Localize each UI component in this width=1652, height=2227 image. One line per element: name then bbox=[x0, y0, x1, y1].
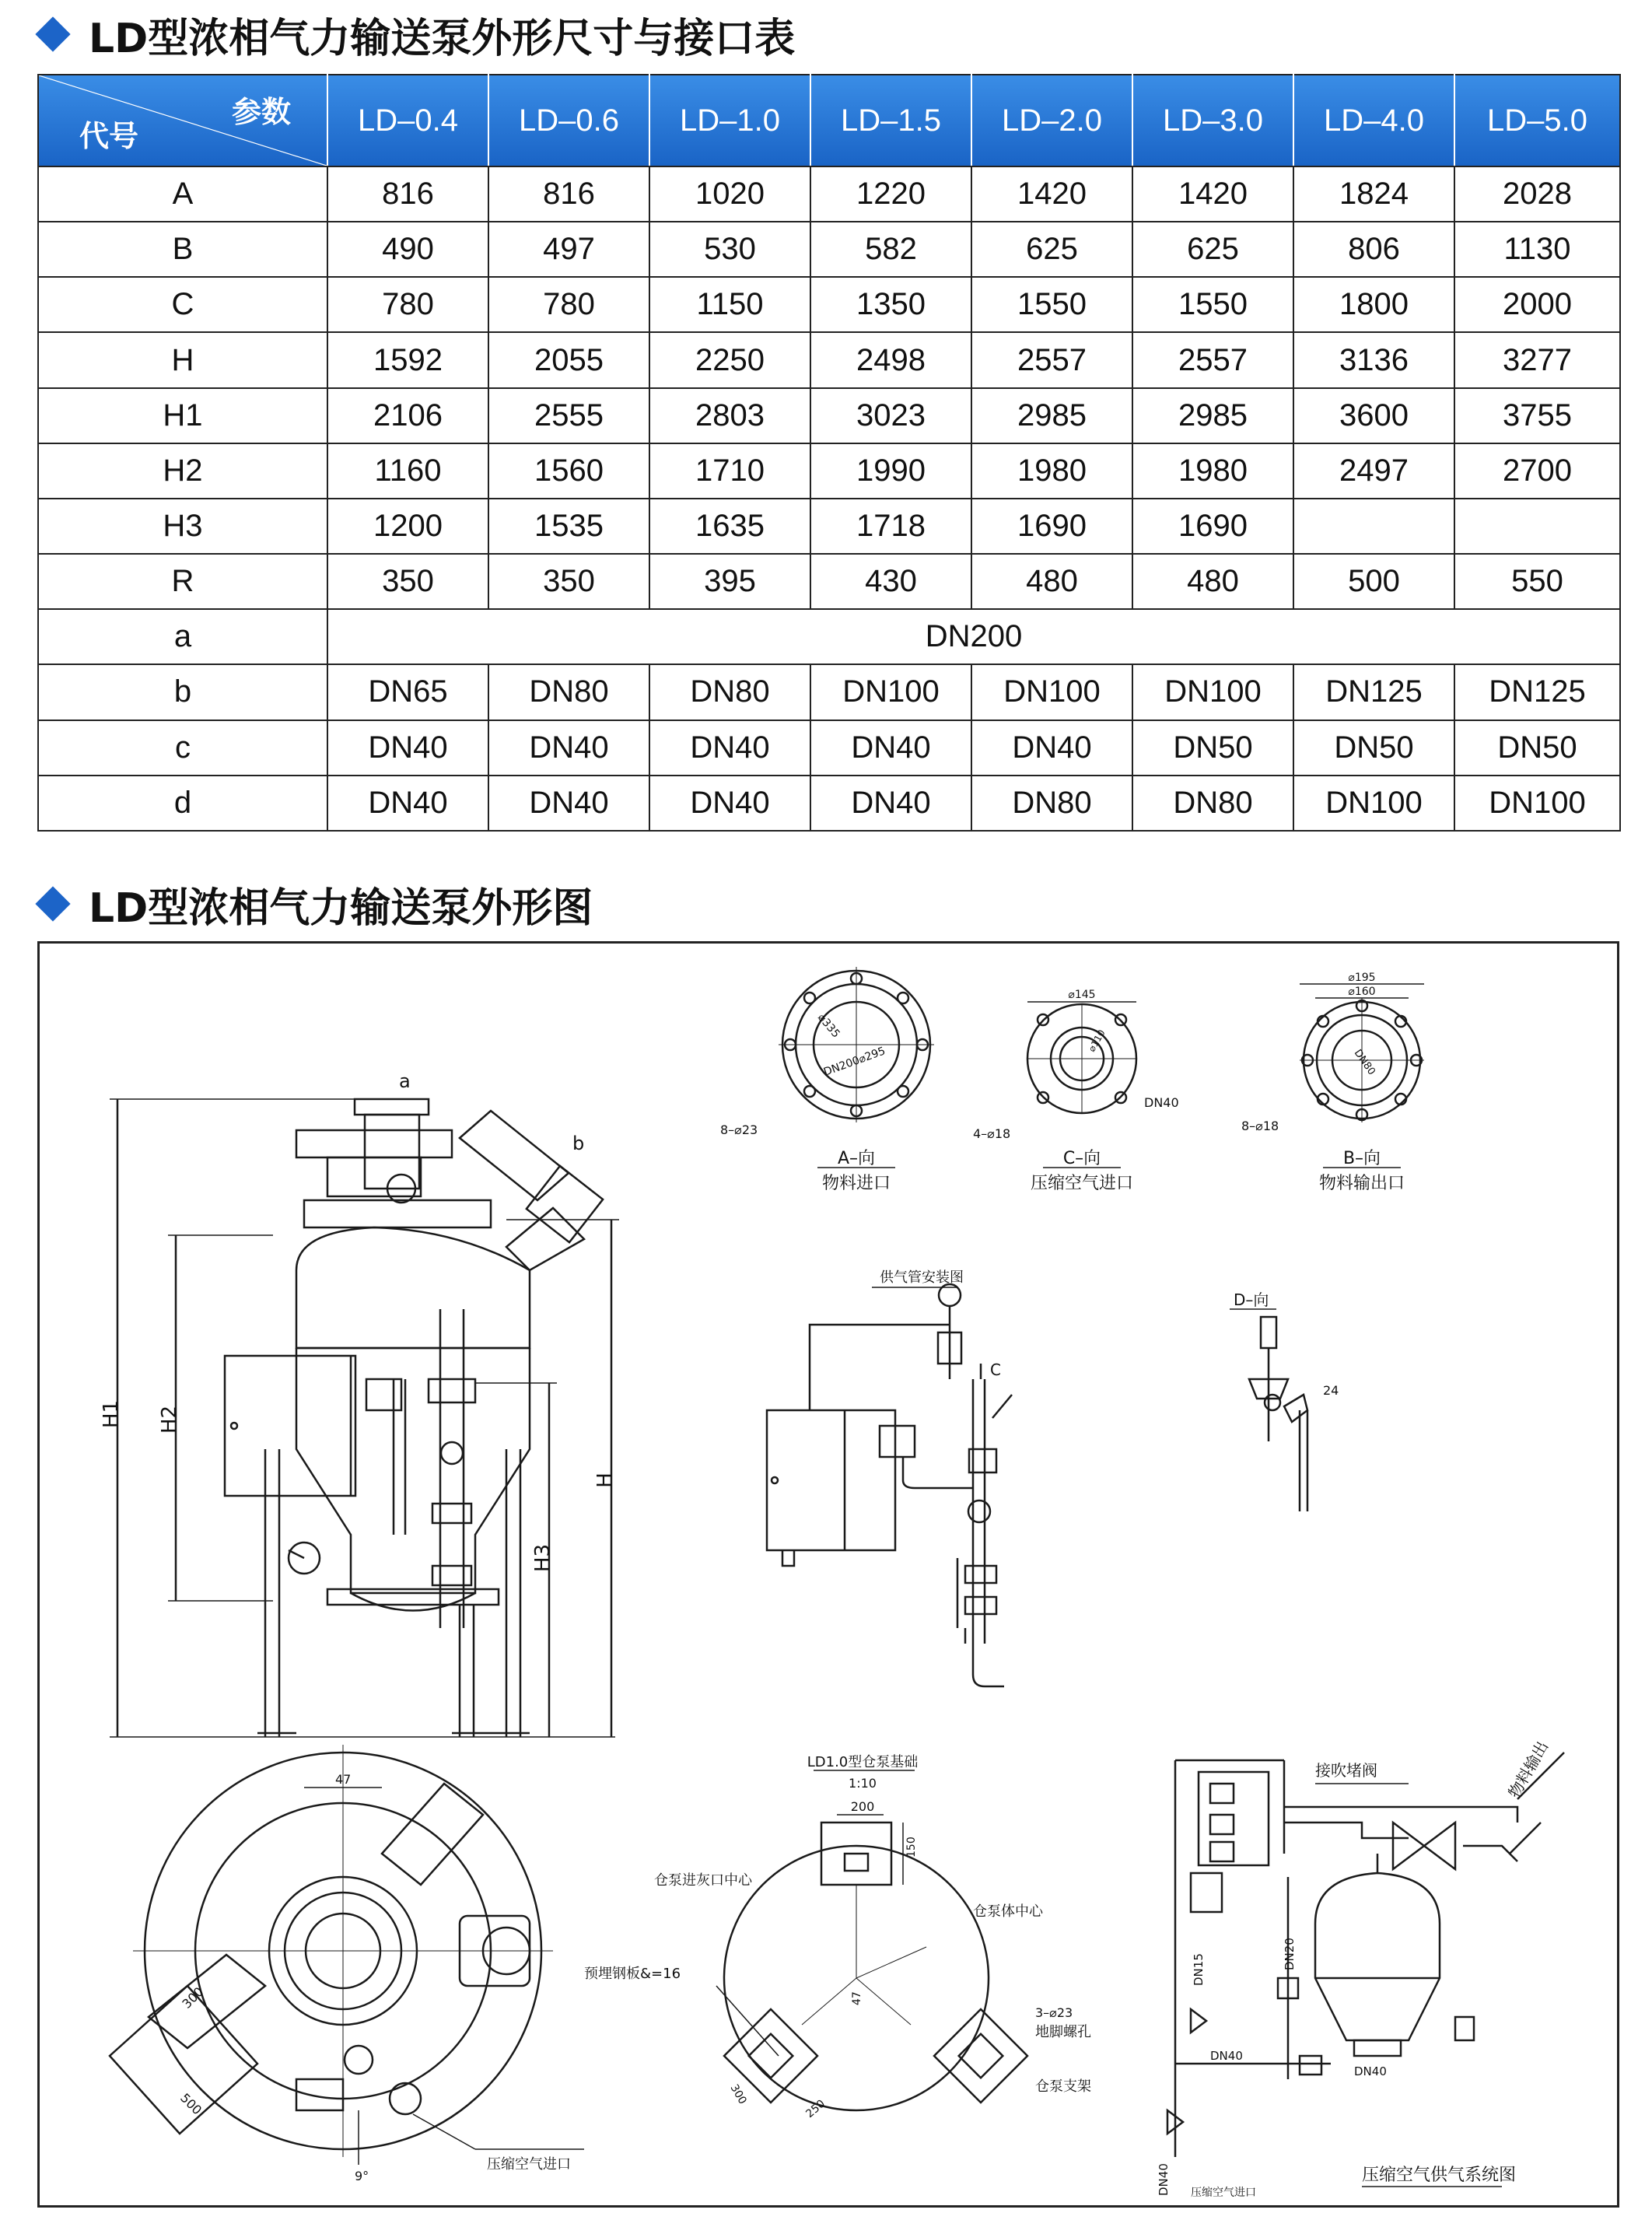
view-b-holes: 8–⌀18 bbox=[1241, 1119, 1279, 1133]
table-cell: 1420 bbox=[1132, 166, 1293, 222]
table-cell: DN40 bbox=[488, 720, 649, 776]
table-cell: DN125 bbox=[1293, 664, 1454, 720]
view-d-title: D–向 bbox=[1234, 1290, 1269, 1309]
model-header: LD–1.5 bbox=[810, 75, 971, 166]
table-cell: 1690 bbox=[1132, 499, 1293, 554]
outline-drawing bbox=[40, 944, 1617, 2205]
row-code: H bbox=[38, 332, 327, 387]
table-row bbox=[38, 776, 1620, 831]
table-row bbox=[38, 443, 1620, 499]
view-a-title: A–向 bbox=[837, 1149, 876, 1168]
table-cell: DN65 bbox=[327, 664, 488, 720]
main-elevation-view bbox=[100, 1070, 619, 1737]
system-dn40c-label: DN40 bbox=[1157, 2163, 1171, 2196]
diamond-bullet-icon bbox=[35, 886, 70, 921]
corner-cell bbox=[38, 75, 327, 166]
view-d bbox=[1230, 1290, 1339, 1511]
supply-c-label: C bbox=[990, 1360, 1001, 1379]
table-cell: DN50 bbox=[1454, 720, 1620, 776]
foundation-d200: 200 bbox=[850, 1799, 875, 1814]
model-header: LD–0.6 bbox=[488, 75, 649, 166]
table-cell: 3136 bbox=[1293, 332, 1454, 387]
table-cell: 350 bbox=[327, 554, 488, 609]
model-header: LD–1.0 bbox=[649, 75, 810, 166]
outlet-b-label: b bbox=[572, 1133, 585, 1154]
table-cell: 430 bbox=[810, 554, 971, 609]
view-a-subtitle: 物料进口 bbox=[821, 1174, 891, 1193]
dimension-table bbox=[37, 74, 1621, 832]
table-cell: 1800 bbox=[1293, 277, 1454, 332]
table-cell: 3023 bbox=[810, 388, 971, 443]
table-cell: 3755 bbox=[1454, 388, 1620, 443]
drawing-title-text: LD型浓相气力输送泵外形图 bbox=[89, 884, 593, 932]
table-cell: 530 bbox=[649, 222, 810, 277]
table-row bbox=[38, 166, 1620, 222]
table-cell: DN80 bbox=[971, 776, 1132, 831]
table-cell: 2106 bbox=[327, 388, 488, 443]
view-b-dn80: DN80 bbox=[1351, 1047, 1377, 1078]
dim-h1-label: H1 bbox=[100, 1399, 123, 1429]
plan-angle: 9° bbox=[355, 2169, 369, 2183]
table-cell: DN80 bbox=[649, 664, 810, 720]
table-cell: 1560 bbox=[488, 443, 649, 499]
table-cell: DN50 bbox=[1293, 720, 1454, 776]
table-cell: 490 bbox=[327, 222, 488, 277]
foundation-d150: 150 bbox=[905, 1837, 918, 1858]
view-b-d195: ⌀195 bbox=[1348, 972, 1376, 984]
table-cell: DN80 bbox=[488, 664, 649, 720]
table-cell: 1824 bbox=[1293, 166, 1454, 222]
table-cell: 780 bbox=[327, 277, 488, 332]
table-cell: 625 bbox=[971, 222, 1132, 277]
table-cell: 2028 bbox=[1454, 166, 1620, 222]
table-cell: 1592 bbox=[327, 332, 488, 387]
table-cell: 1420 bbox=[971, 166, 1132, 222]
view-b-title: B–向 bbox=[1342, 1149, 1381, 1168]
view-c-holes: 4–⌀18 bbox=[973, 1126, 1011, 1141]
table-cell: 497 bbox=[488, 222, 649, 277]
table-cell: 2557 bbox=[971, 332, 1132, 387]
table-cell: 3600 bbox=[1293, 388, 1454, 443]
supply-pipe-view bbox=[767, 1269, 1012, 1686]
table-cell: 1150 bbox=[649, 277, 810, 332]
row-code: H1 bbox=[38, 388, 327, 443]
table-cell: 395 bbox=[649, 554, 810, 609]
table-row bbox=[38, 720, 1620, 776]
view-b-subtitle: 物料输出口 bbox=[1318, 1174, 1405, 1193]
model-header: LD–3.0 bbox=[1132, 75, 1293, 166]
view-a-d335: ⌀335 bbox=[814, 1011, 842, 1041]
table-header-row bbox=[38, 75, 1620, 166]
table-cell: 806 bbox=[1293, 222, 1454, 277]
row-code: C bbox=[38, 277, 327, 332]
table-cell: 2700 bbox=[1454, 443, 1620, 499]
system-air-inlet-label: 压缩空气进口 bbox=[1191, 2187, 1256, 2199]
table-cell: DN100 bbox=[1454, 776, 1620, 831]
table-cell: 2803 bbox=[649, 388, 810, 443]
foundation-holes: 3–⌀23 bbox=[1035, 2005, 1073, 2020]
model-header: LD–2.0 bbox=[971, 75, 1132, 166]
table-cell: 1220 bbox=[810, 166, 971, 222]
foundation-bolt: 地脚螺孔 bbox=[1035, 2024, 1091, 2040]
table-cell: 1535 bbox=[488, 499, 649, 554]
plan-view bbox=[110, 1745, 584, 2183]
diamond-bullet-icon bbox=[35, 16, 70, 51]
row-code: R bbox=[38, 554, 327, 609]
table-cell: 2985 bbox=[971, 388, 1132, 443]
foundation-d47: 47 bbox=[851, 1991, 863, 2005]
foundation-view bbox=[584, 1754, 1091, 2120]
table-cell: 480 bbox=[1132, 554, 1293, 609]
system-dn15-label: DN15 bbox=[1192, 1953, 1206, 1986]
table-cell: 1635 bbox=[649, 499, 810, 554]
foundation-title: LD1.0型仓泵基础 bbox=[807, 1754, 919, 1770]
table-cell: 550 bbox=[1454, 554, 1620, 609]
view-c-subtitle: 压缩空气进口 bbox=[1030, 1174, 1134, 1193]
row-code: A bbox=[38, 166, 327, 222]
view-a-dn: DN200⌀295 bbox=[821, 1045, 887, 1079]
table-cell: 2557 bbox=[1132, 332, 1293, 387]
table-cell: DN40 bbox=[971, 720, 1132, 776]
table-cell: DN50 bbox=[1132, 720, 1293, 776]
table-cell: DN40 bbox=[488, 776, 649, 831]
table-cell: 2555 bbox=[488, 388, 649, 443]
corner-code-label: 代号 bbox=[79, 119, 139, 153]
table-row bbox=[38, 332, 1620, 387]
table-cell: 780 bbox=[488, 277, 649, 332]
table-cell: DN100 bbox=[1293, 776, 1454, 831]
table-cell: 1980 bbox=[1132, 443, 1293, 499]
table-cell: 500 bbox=[1293, 554, 1454, 609]
view-c-d110: ⌀110 bbox=[1086, 1028, 1108, 1054]
view-c bbox=[973, 989, 1179, 1193]
view-a-holes: 8–⌀23 bbox=[720, 1122, 758, 1137]
system-valve-label: 接吹堵阀 bbox=[1315, 1761, 1377, 1780]
row-code: H2 bbox=[38, 443, 327, 499]
foundation-d300: 300 bbox=[727, 2082, 749, 2107]
view-a bbox=[720, 967, 934, 1193]
table-cell: DN40 bbox=[327, 720, 488, 776]
dim-h-label: H bbox=[593, 1472, 617, 1488]
table-cell: 2055 bbox=[488, 332, 649, 387]
table-cell bbox=[1454, 499, 1620, 554]
table-row bbox=[38, 222, 1620, 277]
table-cell: 350 bbox=[488, 554, 649, 609]
drawing-section-title bbox=[34, 873, 593, 935]
table-cell: 1690 bbox=[971, 499, 1132, 554]
table-row bbox=[38, 499, 1620, 554]
table-cell: DN100 bbox=[971, 664, 1132, 720]
table-cell: 816 bbox=[488, 166, 649, 222]
table-cell: DN40 bbox=[649, 720, 810, 776]
system-dn40b-label: DN40 bbox=[1354, 2064, 1387, 2078]
system-dn40a-label: DN40 bbox=[1210, 2049, 1243, 2063]
table-cell: 2250 bbox=[649, 332, 810, 387]
view-c-d145: ⌀145 bbox=[1068, 989, 1096, 1001]
table-row bbox=[38, 388, 1620, 443]
table-cell: 582 bbox=[810, 222, 971, 277]
table-cell: 625 bbox=[1132, 222, 1293, 277]
table-cell: 1990 bbox=[810, 443, 971, 499]
view-b bbox=[1241, 972, 1424, 1193]
table-cell: 2000 bbox=[1454, 277, 1620, 332]
view-c-title: C–向 bbox=[1062, 1149, 1101, 1168]
table-cell: 816 bbox=[327, 166, 488, 222]
table-cell: 480 bbox=[971, 554, 1132, 609]
foundation-body-center: 仓泵体中心 bbox=[973, 1903, 1043, 1920]
row-code: a bbox=[38, 609, 327, 664]
table-cell: 1020 bbox=[649, 166, 810, 222]
foundation-d250: 250 bbox=[803, 2097, 828, 2121]
table-cell: DN80 bbox=[1132, 776, 1293, 831]
model-header: LD–4.0 bbox=[1293, 75, 1454, 166]
table-cell: 2985 bbox=[1132, 388, 1293, 443]
row-code: b bbox=[38, 664, 327, 720]
table-cell: 1200 bbox=[327, 499, 488, 554]
view-c-dn40: DN40 bbox=[1144, 1095, 1179, 1110]
model-header: LD–5.0 bbox=[1454, 75, 1620, 166]
table-cell: 1980 bbox=[971, 443, 1132, 499]
supply-title: 供气管安装图 bbox=[880, 1269, 964, 1286]
table-cell: 1710 bbox=[649, 443, 810, 499]
outline-drawing-frame bbox=[37, 941, 1619, 2208]
table-title-text: LD型浓相气力输送泵外形尺寸与接口表 bbox=[89, 15, 796, 62]
table-cell: DN40 bbox=[327, 776, 488, 831]
table-row bbox=[38, 554, 1620, 609]
table-cell: DN40 bbox=[649, 776, 810, 831]
dim-h3-label: H3 bbox=[531, 1543, 555, 1573]
view-d-dim: 24 bbox=[1323, 1383, 1339, 1398]
plan-air-inlet: 压缩空气进口 bbox=[487, 2156, 571, 2173]
table-cell: 3277 bbox=[1454, 332, 1620, 387]
dim-h2-label: H2 bbox=[158, 1405, 181, 1434]
row-code: d bbox=[38, 776, 327, 831]
system-dn20-label: DN20 bbox=[1283, 1938, 1297, 1970]
foundation-plate: 预埋钢板&=16 bbox=[584, 1966, 681, 1982]
view-b-d160: ⌀160 bbox=[1348, 986, 1376, 998]
table-cell: DN125 bbox=[1454, 664, 1620, 720]
table-cell: 1160 bbox=[327, 443, 488, 499]
table-cell: DN40 bbox=[810, 720, 971, 776]
air-supply-system bbox=[1157, 1738, 1564, 2199]
model-header: LD–0.4 bbox=[327, 75, 488, 166]
inlet-a-label: a bbox=[399, 1070, 411, 1092]
table-cell: 2497 bbox=[1293, 443, 1454, 499]
corner-param-label: 参数 bbox=[231, 95, 291, 129]
table-row bbox=[38, 277, 1620, 332]
system-title: 压缩空气供气系统图 bbox=[1362, 2166, 1517, 2185]
table-section-title bbox=[34, 3, 795, 65]
table-cell: DN100 bbox=[810, 664, 971, 720]
table-cell: 1550 bbox=[971, 277, 1132, 332]
row-code: B bbox=[38, 222, 327, 277]
table-cell: 1350 bbox=[810, 277, 971, 332]
foundation-inlet-center: 仓泵进灰口中心 bbox=[654, 1872, 752, 1889]
foundation-scale: 1:10 bbox=[849, 1776, 877, 1791]
foundation-support: 仓泵支架 bbox=[1035, 2078, 1091, 2095]
plan-d300: 300 bbox=[179, 1984, 207, 2012]
table-cell: 1550 bbox=[1132, 277, 1293, 332]
table-cell: 2498 bbox=[810, 332, 971, 387]
table-row bbox=[38, 664, 1620, 720]
plan-d500: 500 bbox=[177, 2090, 205, 2118]
table-cell: 1130 bbox=[1454, 222, 1620, 277]
table-cell: 1718 bbox=[810, 499, 971, 554]
row-code: c bbox=[38, 720, 327, 776]
table-row bbox=[38, 609, 1620, 664]
table-cell: DN40 bbox=[810, 776, 971, 831]
table-cell bbox=[1293, 499, 1454, 554]
row-code: H3 bbox=[38, 499, 327, 554]
table-cell: DN100 bbox=[1132, 664, 1293, 720]
plan-d47: 47 bbox=[335, 1772, 352, 1787]
table-cell-merged: DN200 bbox=[327, 609, 1620, 664]
system-output-label: 物料输出 bbox=[1504, 1738, 1552, 1802]
